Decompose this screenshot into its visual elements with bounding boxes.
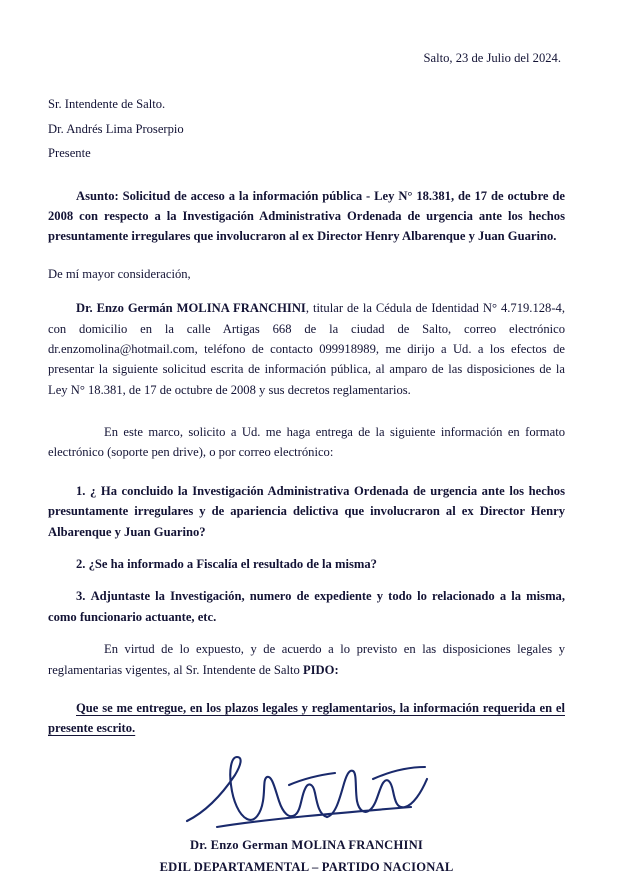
question-item-3 [48,586,565,627]
question-text-2: ¿Se ha informado a Fiscalía el resultado de la misma? [88,557,377,572]
request-paragraph: Que se me entregue, en los plazos legales y reglamentarios, la información requerida en el presente escrito. [48,700,565,736]
signer-title: EDIL DEPARTAMENTAL – PARTIDO NACIONAL [159,860,454,875]
requester-name: Dr. Enzo Germán MOLINA FRANCHINI [76,301,306,316]
closing-bold: PIDO: [302,662,339,677]
subject-paragraph [48,186,565,247]
signature-area [48,749,565,841]
document-body [48,48,565,878]
closing-text: En virtud de lo expuesto, y de acuerdo a lo previsto en las disposiciones legales y reglamentarias vigentes, al Sr. Intendente de Salto [48,642,565,677]
subject-text: Solicitud de acceso a la información pública - Ley N° 18.381, de 17 de octubre de 2008 con respecto a la Investigación Administrativa Ordenada de urgencia ante los hechos presuntamente irregulares que involucraron al ex Director Henry Albarenque y Juan Guarino. [48,188,566,244]
addressee-block [48,94,565,163]
question-item-1 [48,481,565,542]
addressee-line-1: Sr. Intendente de Salto. [48,97,166,112]
framework-paragraph: En este marco, solicito a Ud. me haga entrega de la siguiente información en formato electrónico (soporte pen drive), o por correo electrónico: [48,425,565,460]
signer-name: Dr. Enzo German MOLINA FRANCHINI [190,837,423,852]
greeting-line: De mí mayor consideración, [48,266,191,281]
question-number-2: 2. [76,557,86,572]
intro-text: , titular de la Cédula de Identidad N° 4.719.128-4, con domicilio en la calle Artigas 668 de la ciudad de Salto, correo electrónico dr.enzomolina@hotmail.com, teléfono de contacto 099918989, me dirijo a Ud. a los efectos de presentar la siguiente solicitud escrita de información pública, al amparo de las disposiciones de la Ley N° 18.381, de 17 de octubre de 2008 y sus decretos reglamentarios. [48,301,565,397]
date-line: Salto, 23 de Julio del 2024. [423,51,561,65]
question-item-2 [48,554,565,574]
question-number-1: 1. [76,483,86,498]
closing-paragraph [48,639,565,680]
question-text-1: ¿ Ha concluido la Investigación Administrativa Ordenada de urgencia ante los hechos presuntamente irregulares y de apariencia delictiva que involucraron al ex Director Henry Albarenque y Juan Guarino? [48,483,565,539]
question-text-3: Adjuntaste la Investigación, numero de expediente y todo lo relacionado a la misma, como funcionario actuante, etc. [48,589,565,624]
intro-paragraph [48,298,565,400]
question-number-3: 3. [76,589,86,604]
addressee-line-2: Dr. Andrés Lima Proserpio [48,121,184,136]
subject-label: Asunto: [76,188,119,203]
handwritten-signature-icon [177,749,437,837]
signature-block [48,835,565,878]
addressee-line-3: Presente [48,146,91,161]
